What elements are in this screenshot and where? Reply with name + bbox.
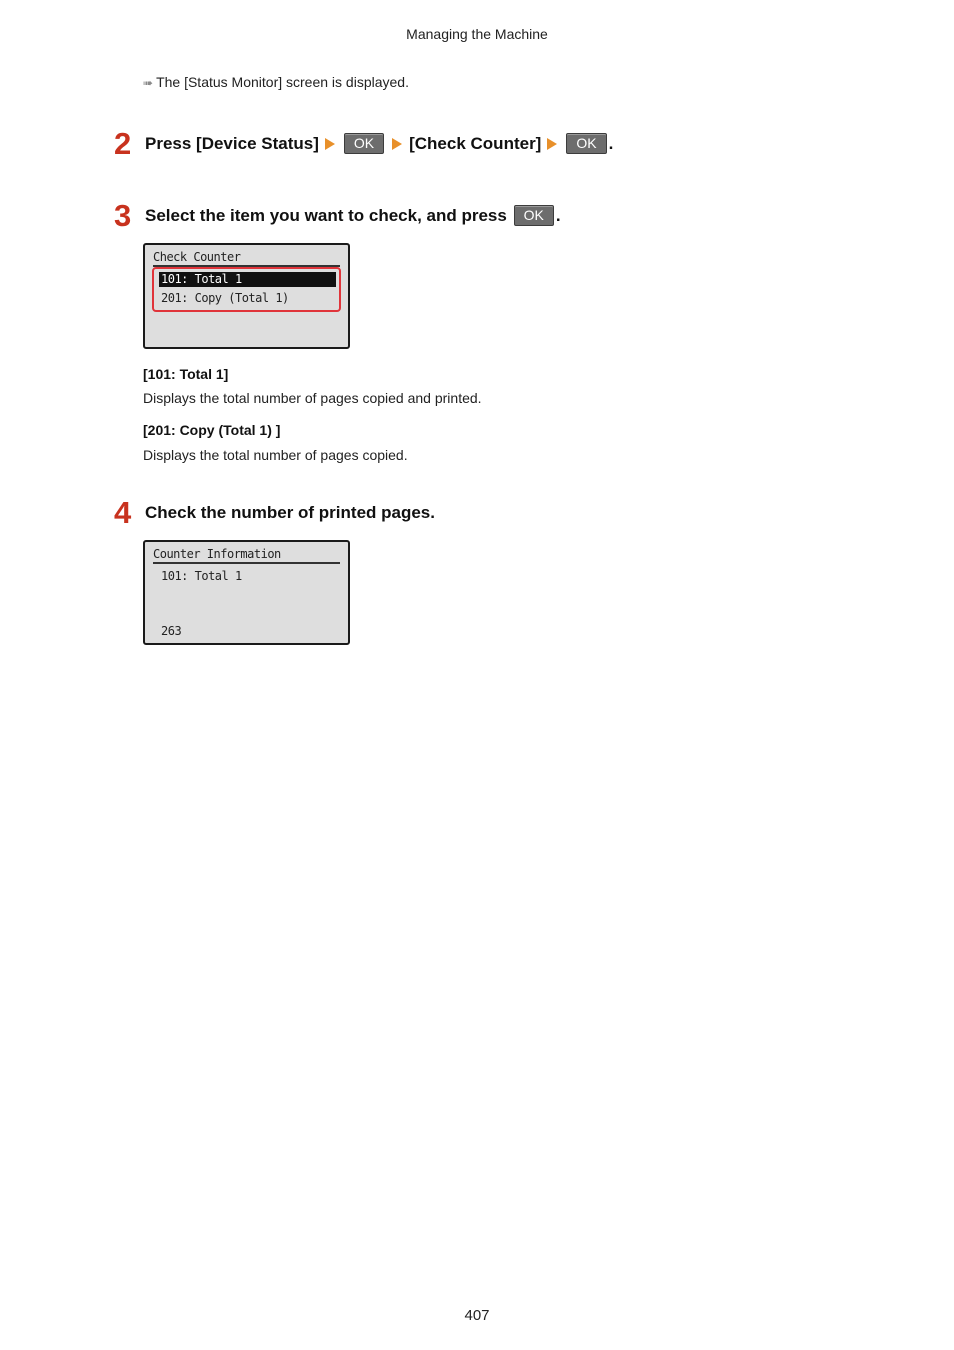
step-number: 4 — [114, 495, 132, 530]
play-triangle-icon — [392, 138, 402, 150]
step-2 — [114, 128, 613, 159]
step-instruction: Check the number of printed pages. — [145, 502, 435, 522]
counter-information-screen — [143, 540, 350, 645]
step-3-text: Select the item you want to check, and press — [145, 205, 507, 225]
counter-item-label: 101: Total 1 — [161, 569, 242, 583]
screen-title: Counter Information — [153, 547, 281, 561]
page-number: 407 — [464, 1307, 490, 1324]
definition-desc: Displays the total number of pages copied and printed. — [143, 390, 482, 406]
check-counter-screen — [143, 243, 350, 349]
ok-key-icon: OK — [344, 133, 384, 154]
title-divider — [153, 562, 340, 564]
menu-item-copy-total: 201: Copy (Total 1) — [161, 291, 289, 305]
play-triangle-icon — [325, 138, 335, 150]
step-instruction — [145, 205, 561, 226]
step-2-end: . — [608, 133, 614, 153]
screen-title: Check Counter — [153, 250, 241, 264]
ok-key-icon: OK — [514, 205, 554, 226]
menu-item-total: 101: Total 1 — [159, 272, 336, 287]
definition-term: [201: Copy (Total 1) ] — [143, 422, 281, 438]
step-number: 2 — [114, 126, 132, 161]
step-instruction — [145, 133, 613, 154]
ok-key-icon: OK — [566, 133, 606, 154]
running-header: Managing the Machine — [406, 26, 548, 42]
step-3-end: . — [555, 205, 561, 225]
result-line — [143, 74, 409, 90]
step-2-part2: [Check Counter] — [409, 133, 542, 153]
counter-value: 263 — [161, 624, 182, 638]
play-triangle-icon — [547, 138, 557, 150]
definition-term: [101: Total 1] — [143, 366, 229, 382]
step-4 — [114, 497, 435, 528]
step-2-part1: Press [Device Status] — [145, 133, 319, 153]
definition-desc: Displays the total number of pages copied. — [143, 447, 408, 463]
result-text: The [Status Monitor] screen is displayed. — [156, 74, 409, 90]
result-arrow-icon: ➠ — [143, 76, 154, 90]
step-number: 3 — [114, 198, 132, 233]
step-3 — [114, 200, 561, 231]
